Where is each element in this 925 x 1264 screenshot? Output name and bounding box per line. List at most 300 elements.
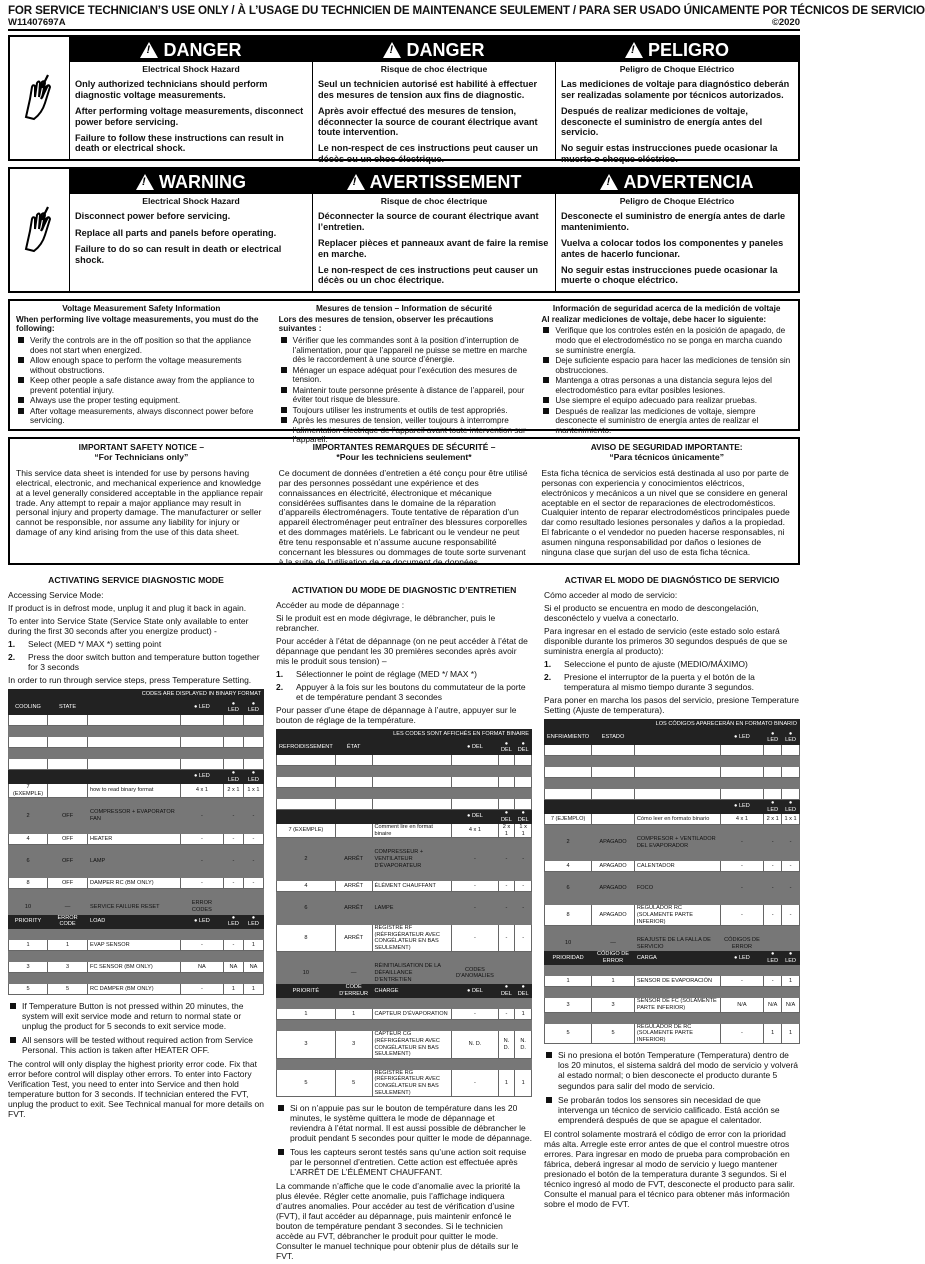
table-cell: CHARGE <box>372 984 452 998</box>
danger-para: Le non-respect de ces instructions peut causer un décès ou un choc électrique. <box>318 143 539 164</box>
table-row <box>545 976 800 987</box>
table-cell: - <box>180 983 223 994</box>
table-cell: 2 <box>9 809 48 823</box>
table-cell <box>720 872 764 883</box>
table-cell: - <box>782 836 800 850</box>
table-row <box>9 758 264 769</box>
table-row <box>545 883 800 894</box>
table-cell: ARRÊT <box>335 881 372 892</box>
notice-title: IMPORTANT SAFETY NOTICE – <box>78 442 204 453</box>
table-cell <box>452 1020 498 1031</box>
table-cell <box>720 926 764 937</box>
notice-body: This service data sheet is intended for use by persons having electrical, electronic, and mechanical experience and knowledge at a level generally considered acceptable in the appliance repair trade. Any attempt to repair a major appliance may result in personal injury and property damage. The manufacturer or seller cannot be responsible, nor assume any liability for injury or damage of any kind arising from the use of this data sheet. <box>16 467 263 538</box>
table-cell: 1 <box>335 1009 372 1020</box>
table-cell <box>720 965 764 976</box>
table-cell: 8 <box>545 905 592 926</box>
table-row <box>277 787 532 798</box>
table-row <box>277 925 532 952</box>
table-row <box>545 1012 800 1023</box>
table-cell <box>634 755 720 766</box>
table-cell <box>277 892 336 903</box>
table-cell <box>335 776 372 787</box>
table-cell: - <box>452 881 498 892</box>
table-cell: 1 x 1 <box>515 824 532 838</box>
step-number: 1. <box>8 638 16 649</box>
service-bullet <box>8 1001 264 1031</box>
table-caption-row <box>277 729 532 740</box>
table-cell: - <box>180 834 223 845</box>
voltage-list <box>279 336 530 445</box>
service-col <box>8 575 264 1264</box>
table-cell <box>592 825 635 836</box>
binary-code-table <box>276 729 532 1097</box>
table-cell <box>180 798 223 809</box>
table-cell: ERROR CODES <box>180 900 223 914</box>
danger-banner-en: ! DANGER <box>70 37 312 62</box>
table-cell <box>277 787 336 798</box>
table-cell <box>48 769 88 783</box>
danger-para: Después de realizar mediciones de voltaje, desconecte el suministro de energía antes del servicio. <box>561 106 763 137</box>
table-cell: 1 <box>592 976 635 987</box>
table-row <box>545 937 800 951</box>
table-caption: CODES ARE DISPLAYED IN BINARY FORMAT <box>9 689 264 700</box>
table-cell <box>48 845 88 856</box>
list-item: Always use the proper testing equipment. <box>16 396 267 406</box>
table-cell: 5 <box>277 1069 336 1096</box>
table-cell: OFF <box>48 856 88 867</box>
table-cell <box>498 787 515 798</box>
table-cell <box>277 998 336 1009</box>
voltage-col-es <box>535 304 798 435</box>
table-cell: 4 <box>9 834 48 845</box>
table-cell <box>243 823 263 834</box>
table-cell: ARRÊT <box>335 925 372 952</box>
table-cell: ● LED <box>223 700 243 714</box>
danger-sub-fr: Risque de choc électrique <box>380 64 488 75</box>
table-cell <box>372 754 452 765</box>
table-cell: ESTADO <box>592 730 635 744</box>
table-row <box>277 870 532 881</box>
electrical-shock-hand-icon <box>20 205 60 255</box>
table-cell: RÉINITIALISATION DE LA DÉFAILLANCE D’ENTRETIEN <box>372 963 452 984</box>
table-row <box>545 850 800 861</box>
table-cell: - <box>764 905 782 926</box>
alert-triangle-icon: ! <box>600 174 618 190</box>
notice-title: AVISO DE SEGURIDAD IMPORTANTE: <box>590 442 743 453</box>
table-cell <box>545 766 592 777</box>
table-cell: ● LED <box>180 700 223 714</box>
table-cell <box>88 845 181 856</box>
warning-para: Desconecte el suministro de energía antes de darle mantenimiento. <box>561 211 786 232</box>
table-cell: - <box>720 905 764 926</box>
table-cell <box>243 758 263 769</box>
service-step <box>276 682 532 702</box>
warning-para: Le non-respect de ces instructions peut causer un décès ou un choc électrique. <box>318 264 539 286</box>
list-item: Vérifier que les commandes sont à la position d’interruption de l’alimentation, pour que l’appareil ne puisse se mettre en marche dès le raccordement à une source d’énergie. <box>279 336 530 365</box>
table-cell <box>545 788 592 799</box>
table-cell <box>277 798 336 809</box>
table-cell: 7 (EXEMPLE) <box>277 824 336 838</box>
table-cell <box>48 928 88 939</box>
table-cell: - <box>452 1069 498 1096</box>
service-step <box>544 672 800 692</box>
table-cell <box>223 889 243 900</box>
table-cell <box>515 765 532 776</box>
table-cell <box>48 758 88 769</box>
table-cell: ● LED <box>782 951 800 965</box>
table-cell: - <box>764 883 782 894</box>
table-cell: 8 <box>277 925 336 952</box>
service-intro: Pour accéder à l’état de dépannage (on ne peut accéder à l’état de dépannage que pendant les 30 premières secondes après avoir mis le produit sous tension) – <box>276 635 528 666</box>
table-cell <box>180 758 223 769</box>
table-cell: ● LED <box>764 799 782 813</box>
table-cell <box>180 845 223 856</box>
table-cell <box>545 777 592 788</box>
table-cell: 1 <box>764 1023 782 1044</box>
table-cell <box>515 838 532 849</box>
danger-col-fr <box>313 37 556 164</box>
table-cell <box>9 758 48 769</box>
table-cell <box>515 914 532 925</box>
table-cell: ● LED <box>720 799 764 813</box>
table-cell: 1 <box>515 1069 532 1096</box>
table-cell <box>223 758 243 769</box>
table-cell: ARRÊT <box>335 849 372 870</box>
table-cell <box>9 928 48 939</box>
step-number: 2. <box>544 671 552 682</box>
table-cell: 4 <box>545 861 592 872</box>
table-cell: ● DEL <box>515 984 532 998</box>
notice-title: IMPORTANTES REMARQUES DE SÉCURITÉ – <box>312 442 496 453</box>
table-cell <box>545 987 592 998</box>
table-cell <box>592 872 635 883</box>
table-cell: FC SENSOR (BM ONLY) <box>88 961 181 972</box>
table-row <box>9 725 264 736</box>
table-cell: N. D. <box>515 1031 532 1058</box>
table-cell <box>634 965 720 976</box>
table-cell: - <box>243 809 263 823</box>
voltage-lead: Al realizar mediciones de voltaje, debe hacer lo siguiente: <box>541 314 767 324</box>
table-cell <box>335 998 372 1009</box>
table-cell <box>277 1058 336 1069</box>
table-cell: REGULADOR DE RC (SOLAMENTE PARTE INFERIOR) <box>634 1023 720 1044</box>
table-cell: OFF <box>48 809 88 823</box>
table-cell: ● DEL <box>498 984 515 998</box>
table-cell <box>88 867 181 878</box>
table-cell: NA <box>223 961 243 972</box>
list-item: Mantenga a otras personas a una distancia segura lejos del electrodoméstico para evitar posibles lesiones. <box>541 376 792 395</box>
table-cell <box>9 972 48 983</box>
table-cell <box>592 987 635 998</box>
table-cell <box>180 889 223 900</box>
service-col <box>544 575 800 1264</box>
step-number: 1. <box>544 658 552 669</box>
table-cell: 10 <box>277 963 336 984</box>
table-cell: - <box>180 856 223 867</box>
table-cell <box>634 730 720 744</box>
table-cell: — <box>592 937 635 951</box>
table-row <box>277 754 532 765</box>
table-cell <box>223 725 243 736</box>
table-cell <box>223 972 243 983</box>
table-cell <box>180 972 223 983</box>
table-cell <box>48 725 88 736</box>
table-cell <box>452 787 498 798</box>
list-item: After voltage measurements, always disconnect power before servicing. <box>16 407 267 426</box>
table-cell <box>88 823 181 834</box>
table-cell <box>9 845 48 856</box>
table-row <box>9 809 264 823</box>
service-intro: Si el producto se encuentra en modo de descongelación, desconéctelo y vuelva a conectarlo. <box>544 602 759 623</box>
table-cell: HEATER <box>88 834 181 845</box>
warning-col-en <box>70 169 313 291</box>
table-cell <box>277 754 336 765</box>
table-row <box>277 1031 532 1058</box>
table-cell: ● LED <box>243 769 263 783</box>
table-cell: COMPRESSEUR + VENTILATEUR D’ÉVAPORATEUR <box>372 849 452 870</box>
table-cell: 2 <box>545 836 592 850</box>
table-row <box>545 987 800 998</box>
table-cell <box>782 766 800 777</box>
table-cell: 5 <box>592 1023 635 1044</box>
table-cell <box>720 1012 764 1023</box>
table-cell <box>9 747 48 758</box>
table-cell <box>634 788 720 799</box>
danger-box <box>8 35 800 164</box>
table-cell: APAGADO <box>592 905 635 926</box>
table-row <box>277 952 532 963</box>
table-cell <box>782 926 800 937</box>
table-cell: - <box>515 903 532 914</box>
table-cell <box>545 755 592 766</box>
table-cell: 3 <box>277 1031 336 1058</box>
table-row <box>9 961 264 972</box>
table-cell: COMPRESOR + VENTILADOR DEL EVAPORADOR <box>634 836 720 850</box>
table-cell: 10 <box>545 937 592 951</box>
table-cell <box>335 787 372 798</box>
service-step <box>8 652 264 672</box>
table-row <box>9 889 264 900</box>
table-cell <box>88 889 181 900</box>
table-cell: - <box>223 809 243 823</box>
table-cell <box>335 870 372 881</box>
table-cell <box>372 998 452 1009</box>
table-cell <box>764 850 782 861</box>
table-caption: LOS CÓDIGOS APARECERÁN EN FORMATO BINARIO <box>545 719 800 730</box>
table-cell <box>277 838 336 849</box>
table-cell <box>452 838 498 849</box>
table-cell <box>452 798 498 809</box>
service-bullet <box>8 1035 264 1055</box>
table-cell <box>372 787 452 798</box>
alert-triangle-icon: ! <box>383 42 401 58</box>
table-cell <box>634 926 720 937</box>
table-row <box>545 755 800 766</box>
table-cell: 1 <box>9 939 48 950</box>
table-cell: OFF <box>48 834 88 845</box>
table-cell <box>48 950 88 961</box>
table-cell: - <box>782 861 800 872</box>
service-step <box>544 659 800 669</box>
table-row <box>9 983 264 994</box>
table-cell <box>243 747 263 758</box>
danger-banner-fr: ! DANGER <box>313 37 555 62</box>
list-item: Après les mesures de tension, veiller toujours à interrompre l’alimentation électrique de l’appareil avant toute intervention sur l’appareil. <box>279 416 530 445</box>
table-cell: ● DEL <box>515 809 532 823</box>
service-after: Para poner en marcha los pasos del servicio, presione Temperature Setting (Ajuste de temperatura). <box>544 694 799 715</box>
table-cell <box>372 798 452 809</box>
table-cell <box>634 799 720 813</box>
table-cell: 1 x 1 <box>243 784 263 798</box>
table-row <box>277 881 532 892</box>
table-cell: ERROR CODE <box>48 914 88 928</box>
table-cell <box>498 952 515 963</box>
table-cell: - <box>180 878 223 889</box>
table-cell <box>498 776 515 787</box>
table-cell <box>88 950 181 961</box>
table-cell: 4 <box>277 881 336 892</box>
table-cell <box>9 823 48 834</box>
table-cell <box>335 892 372 903</box>
safety-notice-box <box>8 437 800 565</box>
table-cell <box>180 928 223 939</box>
table-cell <box>335 809 372 823</box>
table-header-row <box>9 914 264 928</box>
danger-para: No seguir estas instrucciones puede ocasionar la muerte o choque eléctrico. <box>561 143 778 164</box>
table-cell <box>545 965 592 976</box>
danger-para: Las mediciones de voltaje para diagnóstico deberán ser realizadas solamente por técnicos autorizados. <box>561 79 790 100</box>
bullet-square-icon <box>278 1149 284 1155</box>
table-cell <box>498 1058 515 1069</box>
table-cell <box>592 965 635 976</box>
notice-sub: “For Technicians only” <box>94 452 189 463</box>
warning-para: Replace all parts and panels before operating. <box>75 227 277 238</box>
table-row <box>277 998 532 1009</box>
table-cell: 6 <box>545 883 592 894</box>
service-intro: If product is in defrost mode, unplug it and plug it back in again. <box>8 602 247 613</box>
service-after: Pour passer d’une étape de dépannage à l’autre, appuyer sur le bouton de réglage de la température. <box>276 704 517 725</box>
table-cell <box>335 824 372 838</box>
table-cell: - <box>452 903 498 914</box>
table-cell: 5 <box>335 1069 372 1096</box>
table-cell: - <box>720 836 764 850</box>
table-cell: ● LED <box>720 951 764 965</box>
table-cell <box>782 937 800 951</box>
service-col <box>276 575 532 1264</box>
table-cell <box>223 845 243 856</box>
table-cell <box>764 1012 782 1023</box>
table-cell <box>452 952 498 963</box>
alert-triangle-icon: ! <box>625 42 643 58</box>
table-cell: EVAP SENSOR <box>88 939 181 950</box>
list-item: Allow enough space to perform the voltage measurements without obstructions. <box>16 356 267 375</box>
table-row <box>545 905 800 926</box>
warning-para: Failure to do so can result in death or electrical shock. <box>75 244 282 265</box>
alert-triangle-icon: ! <box>136 174 154 190</box>
table-cell <box>592 744 635 755</box>
table-cell <box>243 950 263 961</box>
table-cell: N. D. <box>498 1031 515 1058</box>
table-cell: 4 x 1 <box>452 824 498 838</box>
table-cell: REGISTRE RG (RÉFRIGÉRATEUR AVEC CONGÉLATEUR EN BAS SEULEMENT) <box>372 1069 452 1096</box>
table-cell <box>180 736 223 747</box>
table-cell <box>764 766 782 777</box>
table-cell: - <box>498 1009 515 1020</box>
table-cell: - <box>764 836 782 850</box>
voltage-safety-box <box>8 299 800 445</box>
table-row <box>9 747 264 758</box>
table-cell: 3 <box>545 998 592 1012</box>
table-cell <box>223 900 243 914</box>
table-cell: COMPRESSOR + EVAPORATOR FAN <box>88 809 181 823</box>
table-cell <box>243 900 263 914</box>
table-cell <box>592 766 635 777</box>
step-number: 1. <box>276 668 284 679</box>
table-row <box>277 849 532 870</box>
step-text: Press the door switch button and temperature button together for 3 seconds <box>28 651 260 672</box>
table-row <box>277 1058 532 1069</box>
table-cell <box>592 1012 635 1023</box>
bullet-text: Se probarán todos los sensores sin necesidad de que intervenga un técnico de servicio calificado. Está acción se emprenderá después de que se apague el calentador. <box>558 1094 780 1125</box>
table-cell: ● LED <box>782 730 800 744</box>
table-cell <box>782 894 800 905</box>
table-cell: 5 <box>48 983 88 994</box>
table-cell: - <box>223 856 243 867</box>
table-cell: PRIORIDAD <box>545 951 592 965</box>
table-cell: ● LED <box>782 799 800 813</box>
voltage-title: Mesures de tension – Information de sécurité <box>315 304 493 314</box>
table-cell: - <box>782 883 800 894</box>
table-row <box>277 1069 532 1096</box>
table-cell: 1 <box>223 983 243 994</box>
table-cell <box>515 998 532 1009</box>
danger-sub-en: Electrical Shock Hazard <box>142 64 240 75</box>
danger-col-en <box>70 37 313 159</box>
voltage-title: Información de seguridad acerca de la medición de voltaje <box>552 304 781 314</box>
table-cell: 1 <box>243 939 263 950</box>
notice-col-es <box>535 443 798 559</box>
table-header-row <box>545 730 800 744</box>
table-row <box>9 878 264 889</box>
table-cell: REFROIDISSEMENT <box>277 740 336 754</box>
warning-icon-cell <box>10 169 70 291</box>
table-cell: APAGADO <box>592 883 635 894</box>
table-cell: CAPTEUR CG (RÉFRIGÉRATEUR AVEC CONGÉLATEUR EN BAS SEULEMENT) <box>372 1031 452 1058</box>
table-row <box>277 892 532 903</box>
service-outro: La commande n’affiche que le code d’anomalie avec la priorité la plus élevée. Régler cette anomalie, puis l’affichage indiquera d’autres anomalies. Pour accéder au test de vérification d’usine (FVT), il faut accéder au dépannage, puis maintenir enfoncé le bouton de température pendant 3 secondes. Si le technicien accède au FVT, débrancher le produit pour quitter le mode. Consulter le manuel technique pour obtenir plus de détails sur le FVT. <box>276 1181 521 1262</box>
table-row <box>277 914 532 925</box>
danger-icon-cell <box>10 37 70 159</box>
table-cell <box>782 777 800 788</box>
table-cell <box>9 714 48 725</box>
table-cell <box>452 765 498 776</box>
table-cell: 4 x 1 <box>720 814 764 825</box>
bullet-text: All sensors will be tested without required action from Service Personal. This action is taken after HEATER OFF. <box>22 1034 254 1055</box>
table-cell <box>88 928 181 939</box>
table-cell <box>223 928 243 939</box>
table-cell <box>9 798 48 809</box>
table-cell <box>243 798 263 809</box>
table-cell <box>48 736 88 747</box>
warning-para: Vuelva a colocar todos los componentes y paneles antes de hacerlo funcionar. <box>561 238 784 259</box>
service-bullet <box>544 1050 800 1090</box>
table-cell <box>48 823 88 834</box>
list-item: Use siempre el equipo adecuado para realizar pruebas. <box>541 396 792 406</box>
table-cell: PRIORITY <box>9 914 48 928</box>
table-cell: CALENTADOR <box>634 861 720 872</box>
table-cell <box>452 776 498 787</box>
table-row <box>545 744 800 755</box>
